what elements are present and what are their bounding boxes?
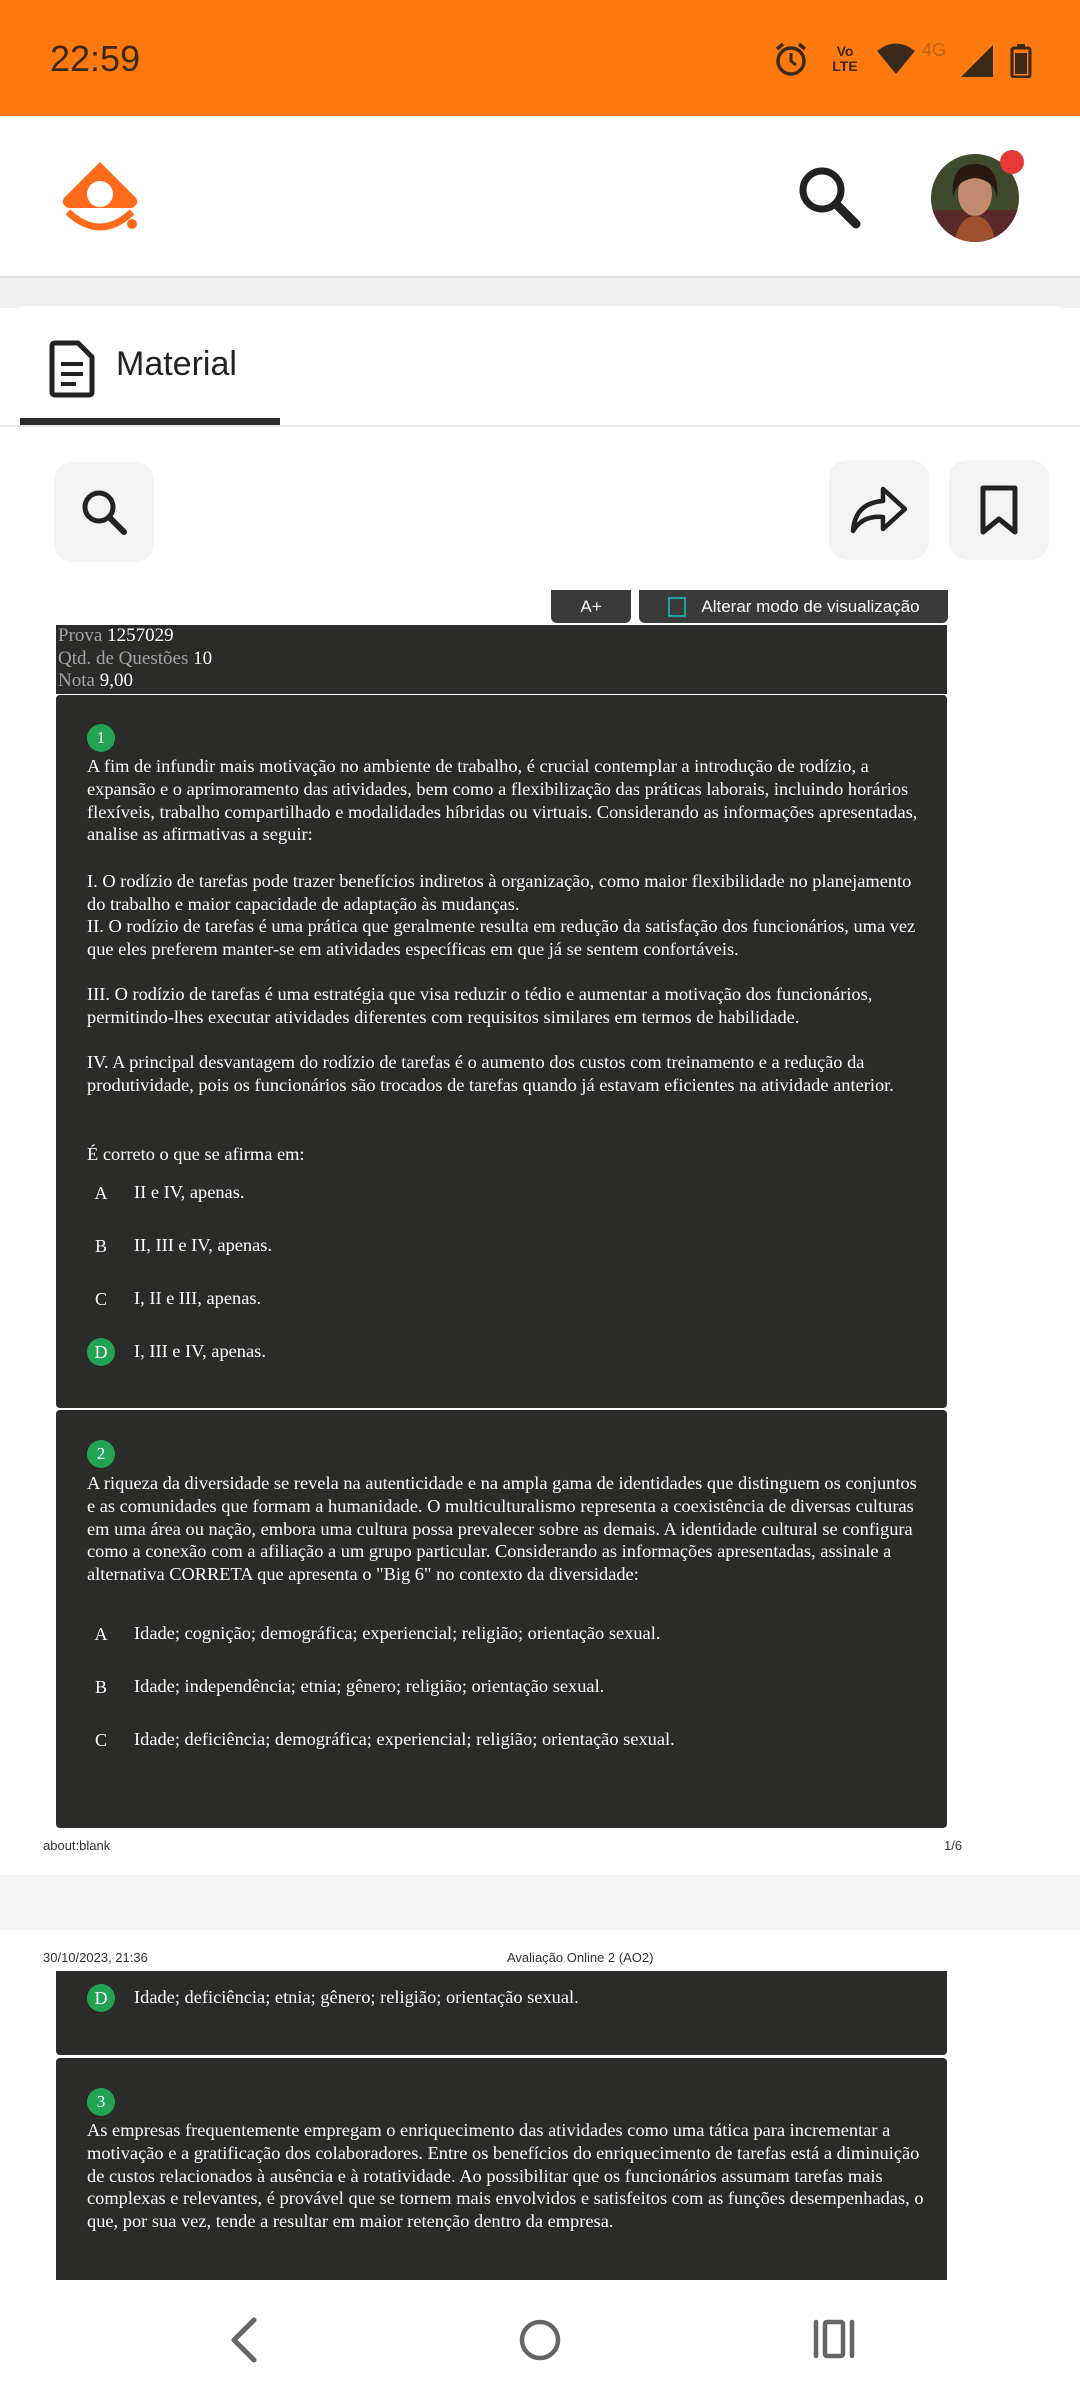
view-mode-label: Alterar modo de visualização (701, 596, 920, 616)
search-icon[interactable] (796, 164, 862, 230)
option-letter: C (94, 1730, 107, 1750)
page-break (0, 1875, 1080, 1930)
nota-label: Nota (58, 670, 95, 691)
battery-icon (1010, 44, 1032, 78)
tab-divider (0, 425, 1080, 427)
question-1-statement-3: III. O rodízio de tarefas é uma estratégia que visa reduzir o tédio e aumentar a motivação dos funcionários, permitindo-lhes executar atividades diferentes com requisitos similares em termos de habilidade. (87, 984, 873, 1027)
question-1-statement-2: II. O rodízio de tarefas é uma prática que geralmente resulta em redução da satisfação dos funcionários, uma vez que eles preferem manter-se em atividades específicas em que já se sentem confortáveis. (87, 916, 916, 959)
option-text: I, II e III, apenas. (134, 1288, 262, 1308)
search-icon (79, 487, 129, 537)
signal-icon (960, 44, 994, 78)
question-1-option-c[interactable] (87, 1285, 927, 1313)
header-divider (0, 278, 1080, 308)
brand-logo-icon[interactable] (58, 160, 142, 236)
option-text: II, III e IV, apenas. (134, 1235, 273, 1255)
prova-value: 1257029 (107, 625, 174, 646)
question-1-option-d-correct[interactable] (87, 1338, 927, 1366)
question-2-option-d-correct[interactable] (87, 1984, 927, 2012)
app-header (0, 116, 1080, 278)
question-card-1 (56, 695, 947, 1408)
option-letter: B (94, 1677, 107, 1697)
bookmark-button[interactable] (949, 460, 1049, 560)
question-2-intro: A riqueza da diversidade se revela na autenticidade e na ampla gama de identidades que distinguem os conjuntos e as comunidades que formam a humanidade. O multiculturalismo representa a coexistência de diversas culturas em uma área ou nação, embora uma cultura possa prevalecer sobre as demais. A identidade cultural se configura como a conexão com a afiliação a um grupo particular. Considerando as informações apresentadas, assinale a alternativa CORRETA que apresenta o "Big 6" no contexto da diversidade: (87, 1473, 917, 1585)
option-text: Idade; deficiência; demográfica; experiencial; religião; orientação sexual. (134, 1729, 675, 1749)
questoes-label: Qtd. de Questões (58, 647, 189, 669)
questoes-value: 10 (193, 647, 213, 669)
question-1-option-a[interactable] (87, 1179, 927, 1207)
network-type-label: 4G (922, 40, 947, 60)
option-text: I, III e IV, apenas. (134, 1341, 266, 1361)
search-document-button[interactable] (54, 462, 154, 562)
view-mode-icon (667, 597, 687, 617)
option-letter: A (94, 1183, 108, 1203)
option-text: Idade; deficiência; etnia; gênero; religião; orientação sexual. (134, 1987, 579, 2007)
question-1-option-b[interactable] (87, 1232, 927, 1260)
question-1-statement-1: I. O rodízio de tarefas pode trazer benefícios indiretos à organização, como maior flexibilidade no planejamento do trabalho e maior capacidade de adaptação às mudanças. (87, 871, 912, 914)
share-icon (849, 485, 909, 535)
question-2-option-c[interactable] (87, 1726, 927, 1754)
question-card-3 (56, 2058, 947, 2280)
page-header-title: Avaliação Online 2 (AO2) (507, 1950, 654, 1965)
volte-icon: Vo LTE (832, 43, 858, 74)
document-icon (46, 340, 98, 398)
question-1-statement-4: IV. A principal desvantagem do rodízio de tarefas é o aumento dos custos com treinamento e a redução da produtividade, pois os funcionários são trocados de tarefas quando já estavam eficientes na atividade anterior. (87, 1052, 894, 1095)
wifi-icon (876, 42, 916, 76)
page-header-datetime: 30/10/2023, 21:36 (43, 1950, 148, 1965)
page-footer-url: about:blank (43, 1838, 111, 1853)
option-letter: B (94, 1236, 107, 1256)
question-number: 2 (87, 1440, 115, 1468)
correct-answer-badge: D (87, 1338, 115, 1366)
question-number: 1 (87, 724, 115, 752)
question-2-option-a[interactable] (87, 1620, 927, 1648)
recent-apps-icon[interactable] (810, 2318, 858, 2360)
notification-dot (1000, 150, 1024, 174)
prova-label: Prova (58, 625, 103, 646)
option-letter: C (94, 1289, 107, 1309)
status-time: 22:59 (50, 38, 141, 79)
view-mode-button[interactable] (639, 590, 948, 623)
bookmark-icon (979, 485, 1019, 535)
nota-value: 9,00 (99, 670, 133, 691)
exam-header (56, 625, 947, 694)
question-3-intro: As empresas frequentemente empregam o enriquecimento das atividades como uma tática para incrementar a motivação e a gratificação dos colaboradores. Entre os benefícios do enriquecimento de tarefas está a diminuição de custos relacionados à ausência e à rotatividade. Ao possibilitar que os funcionários assumam tarefas mais complexas e relevantes, é provável que se tornem mais envolvidos e satisfeitos com as funções desempenhadas, o que, por sua vez, tende a resultar em maior retenção dentro da empresa. (87, 2120, 924, 2232)
page-footer-number: 1/6 (944, 1838, 963, 1853)
question-1-prompt: É correto o que se afirma em: (87, 1144, 305, 1164)
question-card-2 (56, 1410, 947, 1828)
correct-answer-badge: D (87, 1984, 115, 2012)
tab-material[interactable]: Material (116, 345, 237, 383)
home-icon[interactable] (518, 2318, 562, 2362)
option-text: Idade; independência; etnia; gênero; religião; orientação sexual. (134, 1676, 605, 1696)
option-text: II e IV, apenas. (134, 1182, 245, 1202)
font-size-button[interactable]: A+ (551, 590, 631, 623)
option-text: Idade; cognição; demográfica; experiencial; religião; orientação sexual. (134, 1623, 661, 1643)
share-button[interactable] (829, 460, 929, 560)
avatar[interactable] (928, 150, 1024, 246)
alarm-icon (772, 40, 810, 78)
question-number: 3 (87, 2088, 115, 2116)
question-card-2-continued (56, 1971, 947, 2055)
question-2-option-b[interactable] (87, 1673, 927, 1701)
option-letter: A (94, 1624, 108, 1644)
status-bar (0, 0, 1080, 116)
tab-indicator (20, 418, 280, 425)
back-icon[interactable] (222, 2316, 266, 2364)
question-1-intro: A fim de infundir mais motivação no ambiente de trabalho, é crucial contemplar a introdução de rodízio, a expansão e o aprimoramento das atividades, bem como a flexibilização das práticas laborais, incluindo horários flexíveis, trabalho compartilhado e modalidades híbridas ou virtuais. Considerando as informações apresentadas, analise as afirmativas a seguir: (87, 756, 918, 845)
